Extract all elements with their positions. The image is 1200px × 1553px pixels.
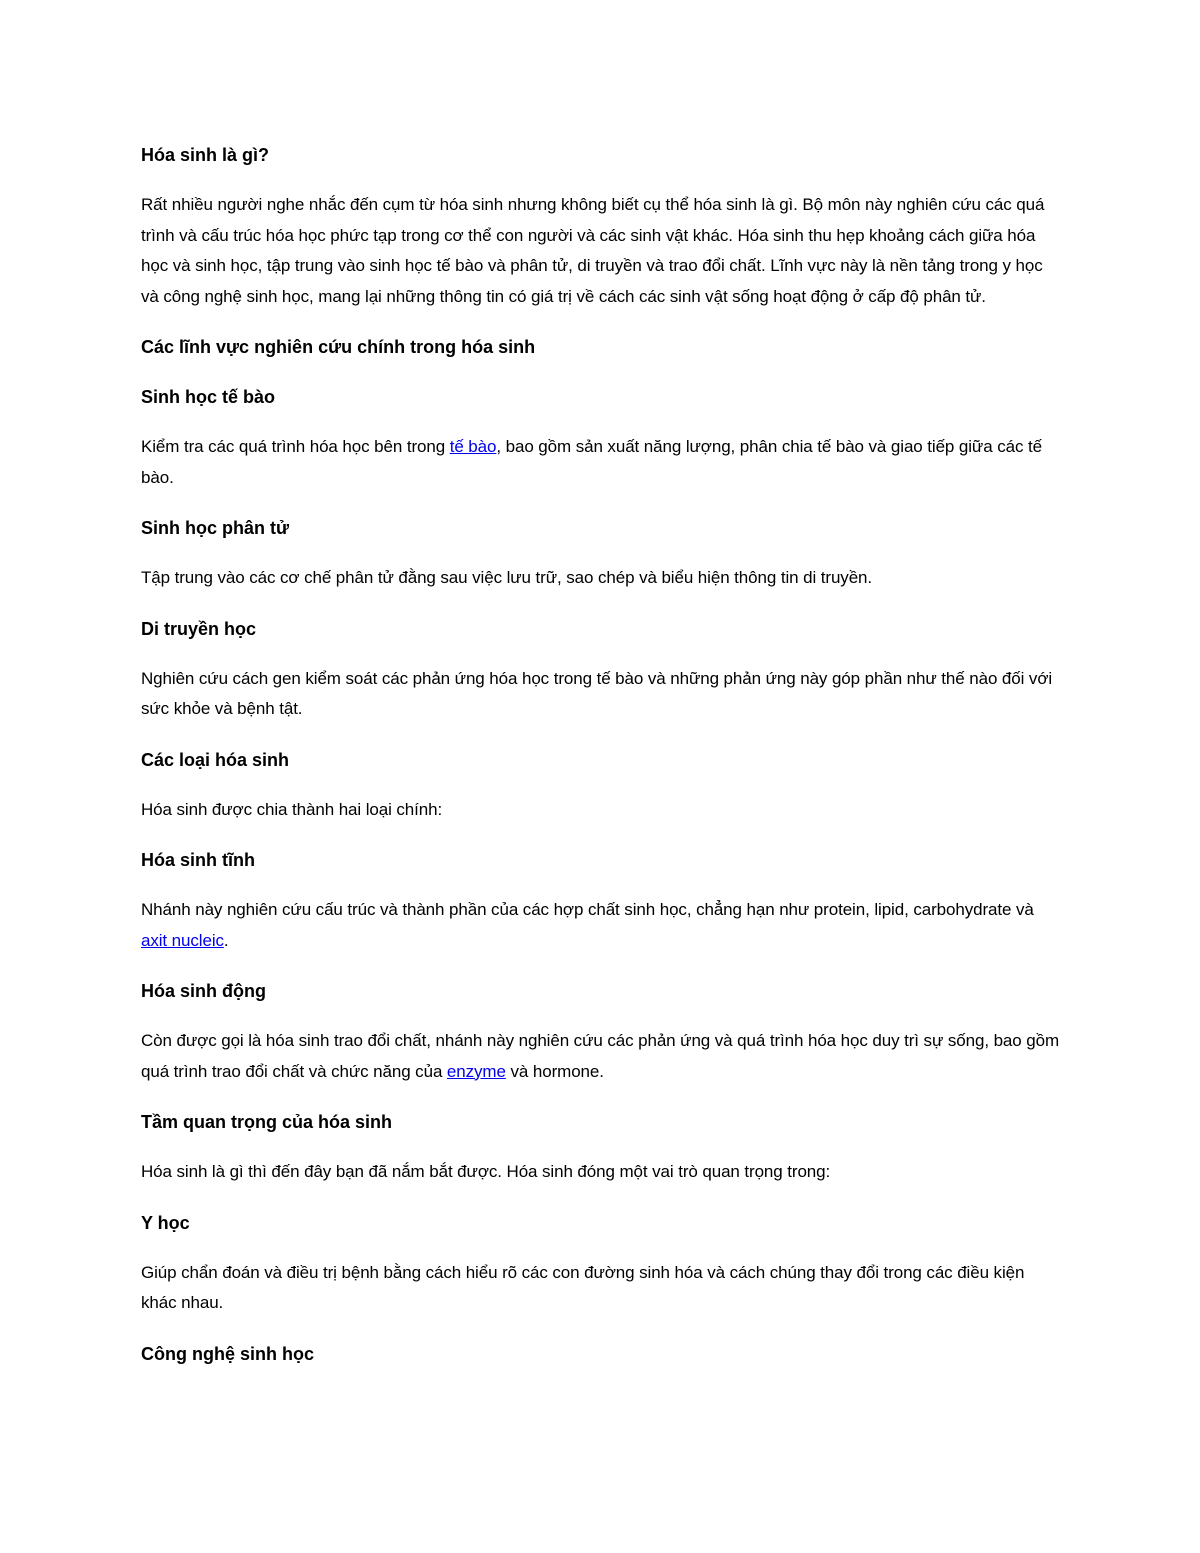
link-enzyme[interactable]: enzyme — [446, 1061, 506, 1081]
heading-dynamic-biochemistry: Hóa sinh động — [141, 981, 266, 1001]
paragraph-static-biochemistry — [141, 895, 1061, 956]
paragraph-cell-biology — [141, 432, 1061, 493]
heading-cell-biology: Sinh học tế bào — [141, 387, 276, 407]
paragraph-types: Hóa sinh được chia thành hai loại chính: — [141, 799, 443, 819]
paragraph-static-text-after: . — [223, 930, 229, 950]
paragraph-importance: Hóa sinh là gì thì đến đây bạn đã nắm bắt được. Hóa sinh đóng một vai trò quan trọng trong: — [141, 1162, 831, 1181]
paragraph-static-text-before: Nhánh này nghiên cứu cấu trúc và thành phần của các hợp chất sinh học, chẳng hạn như protein, lipid, carbohydrate và — [141, 900, 1034, 919]
paragraph-cell-biology-text-after: , bao gồm sản xuất năng lượng, phân chia tế bào và giao tiếp giữa các tế bào. — [141, 437, 1042, 487]
paragraph-molecular-biology: Tập trung vào các cơ chế phân tử đằng sau việc lưu trữ, sao chép và biểu hiện thông tin di truyền. — [141, 568, 873, 587]
heading-types: Các loại hóa sinh — [141, 749, 290, 770]
paragraph-medicine: Giúp chẩn đoán và điều trị bệnh bằng cách hiểu rõ các con đường sinh hóa và cách chúng thay đổi trong các điều kiện khác nhau. — [141, 1262, 1025, 1312]
heading-medicine: Y học — [141, 1212, 190, 1233]
paragraph-intro: Rất nhiều người nghe nhắc đến cụm từ hóa sinh nhưng không biết cụ thể hóa sinh là gì. Bộ môn này nghiên cứu các quá trình và cấu trúc hóa học phức tạp trong cơ thể con người và các sinh vật khác. Hóa sinh thu hẹp khoảng cách giữa hóa học và sinh học, tập trung vào sinh học tế bào và phân tử, di truyền và trao đổi chất. Lĩnh vực này là nền tảng trong y học và công nghệ sinh học, mang lại những thông tin có giá trị về cách các sinh vật sống hoạt động ở cấp độ phân tử. — [141, 195, 1045, 306]
paragraph-dynamic-text-after: và hormone. — [505, 1061, 604, 1081]
heading-research-fields: Các lĩnh vực nghiên cứu chính trong hóa sinh — [141, 337, 536, 357]
heading-what-is-biochemistry: Hóa sinh là gì? — [141, 145, 270, 165]
heading-biotechnology: Công nghệ sinh học — [141, 1343, 314, 1364]
link-nucleic-acid[interactable]: axit nucleic — [141, 930, 224, 950]
heading-molecular-biology: Sinh học phân tử — [141, 518, 290, 538]
heading-importance: Tầm quan trọng của hóa sinh — [141, 1112, 393, 1132]
heading-genetics: Di truyền học — [141, 618, 257, 639]
paragraph-dynamic-text-before: Còn được gọi là hóa sinh trao đổi chất, nhánh này nghiên cứu các phản ứng và quá trình hóa học duy trì sự sống, bao gồm quá trình trao đổi chất và chức năng của — [141, 1031, 1060, 1081]
paragraph-cell-biology-text-before: Kiểm tra các quá trình hóa học bên trong — [141, 437, 450, 456]
heading-static-biochemistry: Hóa sinh tĩnh — [141, 850, 255, 870]
link-cell[interactable]: tế bào — [449, 437, 497, 456]
paragraph-dynamic-biochemistry — [141, 1026, 1061, 1087]
paragraph-genetics: Nghiên cứu cách gen kiểm soát các phản ứng hóa học trong tế bào và những phản ứng này góp phần như thế nào đối với sức khỏe và bệnh tật. — [141, 668, 1053, 718]
document-body — [141, 140, 1061, 1389]
